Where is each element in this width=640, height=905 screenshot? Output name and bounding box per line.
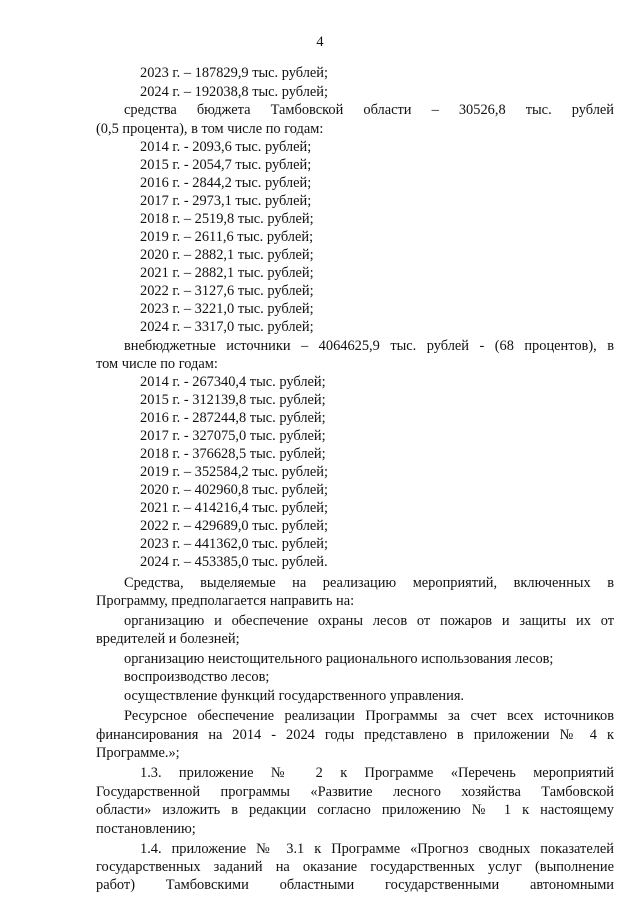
year-line: 2016 г. - 287244,8 тыс. рублей; bbox=[140, 410, 326, 426]
year-line: 2020 г. – 2882,1 тыс. рублей; bbox=[140, 247, 314, 263]
year-line: 2014 г. - 2093,6 тыс. рублей; bbox=[140, 139, 312, 155]
offbudget-intro-cont: том числе по годам: bbox=[96, 356, 218, 372]
year-line: 2023 г. – 3221,0 тыс. рублей; bbox=[140, 301, 314, 317]
resource-paragraph-line: Ресурсное обеспечение реализации Программы за счет всех источников bbox=[124, 708, 614, 724]
resource-paragraph-line: Программе.»; bbox=[96, 745, 180, 761]
year-line: 2024 г. – 3317,0 тыс. рублей; bbox=[140, 319, 314, 335]
year-line: 2019 г. – 352584,2 тыс. рублей; bbox=[140, 464, 328, 480]
funds-paragraph-line: Средства, выделяемые на реализацию мероприятий, включенных в bbox=[124, 575, 614, 591]
item-1-3-line: области» изложить в редакции согласно приложению № 1 к настоящему bbox=[96, 802, 614, 818]
item-1-4-line: работ) Тамбовскими областными государственными автономными bbox=[96, 877, 614, 893]
resource-paragraph-line: финансирования на 2014 - 2024 годы представлено в приложении № 4 к bbox=[96, 727, 614, 743]
item-1-3-line: 1.3. приложение № 2 к Программе «Перечень мероприятий bbox=[140, 765, 614, 781]
year-line: 2022 г. – 429689,0 тыс. рублей; bbox=[140, 518, 328, 534]
year-line: 2016 г. - 2844,2 тыс. рублей; bbox=[140, 175, 312, 191]
year-line: 2017 г. - 2973,1 тыс. рублей; bbox=[140, 193, 312, 209]
year-line: 2018 г. - 376628,5 тыс. рублей; bbox=[140, 446, 326, 462]
item-1-4-line: 1.4. приложение № 3.1 к Программе «Прогноз сводных показателей bbox=[140, 841, 614, 857]
year-line: 2023 г. – 187829,9 тыс. рублей; bbox=[140, 65, 328, 81]
year-line: 2023 г. – 441362,0 тыс. рублей; bbox=[140, 536, 328, 552]
item-1-4-line: государственных заданий на оказание государственных услуг (выполнение bbox=[96, 859, 614, 875]
offbudget-intro: внебюджетные источники – 4064625,9 тыс. рублей - (68 процентов), в bbox=[124, 338, 614, 354]
year-line: 2017 г. - 327075,0 тыс. рублей; bbox=[140, 428, 326, 444]
page-number: 4 bbox=[316, 34, 324, 50]
year-line: 2015 г. - 312139,8 тыс. рублей; bbox=[140, 392, 326, 408]
regional-budget-intro: средства бюджета Тамбовской области – 30526,8 тыс. рублей bbox=[124, 102, 614, 118]
regional-budget-intro-cont: (0,5 процента), в том числе по годам: bbox=[96, 121, 324, 137]
year-line: 2021 г. – 414216,4 тыс. рублей; bbox=[140, 500, 328, 516]
year-line: 2020 г. – 402960,8 тыс. рублей; bbox=[140, 482, 328, 498]
year-line: 2024 г. – 453385,0 тыс. рублей. bbox=[140, 554, 328, 570]
year-line: 2018 г. – 2519,8 тыс. рублей; bbox=[140, 211, 314, 227]
funds-paragraph-line: Программу, предполагается направить на: bbox=[96, 593, 355, 609]
year-line: 2014 г. - 267340,4 тыс. рублей; bbox=[140, 374, 326, 390]
direction-item: организацию неистощительного рационального использования лесов; bbox=[124, 651, 554, 667]
direction-item-cont: вредителей и болезней; bbox=[96, 631, 240, 647]
year-line: 2024 г. – 192038,8 тыс. рублей; bbox=[140, 84, 328, 100]
item-1-3-line: постановлению; bbox=[96, 821, 196, 837]
item-1-3-line: Государственной программы «Развитие лесного хозяйства Тамбовской bbox=[96, 784, 614, 800]
direction-item: осуществление функций государственного управления. bbox=[124, 688, 465, 704]
direction-item: воспроизводство лесов; bbox=[124, 669, 270, 685]
year-line: 2021 г. – 2882,1 тыс. рублей; bbox=[140, 265, 314, 281]
year-line: 2019 г. – 2611,6 тыс. рублей; bbox=[140, 229, 314, 245]
year-line: 2015 г. - 2054,7 тыс. рублей; bbox=[140, 157, 312, 173]
direction-item: организацию и обеспечение охраны лесов от пожаров и защиты их от bbox=[124, 613, 614, 629]
year-line: 2022 г. – 3127,6 тыс. рублей; bbox=[140, 283, 314, 299]
